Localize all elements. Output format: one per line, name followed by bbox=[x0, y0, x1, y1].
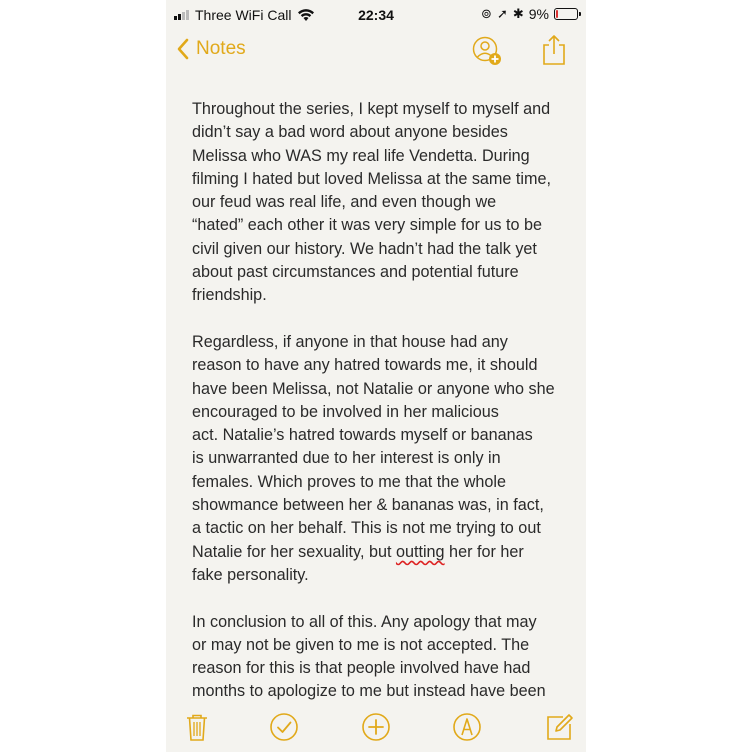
trash-icon bbox=[182, 712, 212, 742]
pen-circle-icon bbox=[452, 712, 482, 742]
battery-icon bbox=[554, 8, 578, 20]
note-line: Throughout the series, I kept myself to myself and bbox=[192, 100, 551, 118]
notes-app-screen bbox=[166, 0, 586, 752]
note-line: Melissa who WAS my real life Vendetta. During bbox=[192, 146, 530, 165]
navigation-bar bbox=[166, 30, 586, 74]
note-line: months to apologize to me but instead have been bbox=[192, 682, 546, 701]
compose-button[interactable] bbox=[544, 712, 574, 742]
plus-circle-icon bbox=[361, 712, 391, 742]
location-arrow-icon: ➚ bbox=[496, 6, 508, 21]
battery-percent: 9% bbox=[528, 6, 549, 22]
screen-lock-icon: ⊚ bbox=[481, 6, 492, 21]
checkmark-circle-icon bbox=[269, 712, 299, 742]
add-attachment-button[interactable] bbox=[361, 712, 391, 742]
status-right bbox=[481, 6, 578, 22]
note-line: or may not be given to me is not accepted. The bbox=[192, 635, 530, 654]
note-line: a tactic on her behalf. This is not me trying to out bbox=[192, 519, 541, 538]
note-line: didn’t say a bad word about anyone besides bbox=[192, 123, 508, 142]
note-line: about past circumstances and potential future bbox=[192, 263, 519, 282]
note-paragraph-1 bbox=[192, 98, 567, 308]
note-line: fake personality. bbox=[192, 565, 309, 584]
misspelled-word[interactable]: outting bbox=[395, 542, 445, 561]
bluetooth-icon: ✱ bbox=[512, 6, 524, 21]
share-icon[interactable] bbox=[541, 34, 567, 66]
note-line: reason for this is that people involved have had bbox=[192, 659, 531, 678]
note-text: Natalie for her sexuality, but bbox=[192, 542, 396, 561]
note-line: is unwarranted due to her interest is only in bbox=[192, 449, 501, 468]
note-body[interactable] bbox=[192, 98, 567, 727]
note-line: civil given our history. We hadn’t had the talk yet bbox=[192, 239, 537, 258]
note-line: encouraged to be involved in her malicious bbox=[192, 402, 499, 421]
note-line: reason to have any hatred towards me, it should bbox=[192, 356, 538, 375]
battery-fill bbox=[556, 10, 558, 18]
delete-button[interactable] bbox=[182, 712, 212, 742]
add-person-icon[interactable] bbox=[472, 36, 502, 66]
note-paragraph-2 bbox=[192, 331, 567, 587]
note-line: filming I hated but loved Melissa at the same time, bbox=[192, 169, 551, 188]
back-button[interactable] bbox=[176, 38, 246, 60]
note-paragraph-3 bbox=[192, 611, 567, 704]
note-line: our feud was real life, and even though we bbox=[192, 193, 497, 212]
note-line: showmance between her & bananas was, in fact, bbox=[192, 496, 544, 515]
status-bar bbox=[166, 0, 586, 30]
checklist-button[interactable] bbox=[269, 712, 299, 742]
status-time: 22:34 bbox=[358, 7, 394, 23]
chevron-left-icon bbox=[176, 38, 190, 60]
compose-icon bbox=[544, 712, 574, 742]
note-line: “hated” each other it was very simple for us to be bbox=[192, 216, 542, 235]
markup-button[interactable] bbox=[452, 712, 482, 742]
note-text: her for her bbox=[444, 542, 524, 561]
note-line: Regardless, if anyone in that house had any bbox=[192, 332, 508, 351]
note-line: friendship. bbox=[192, 286, 267, 305]
note-line: act. Natalie’s hatred towards myself or bananas bbox=[192, 426, 533, 445]
note-line: females. Which proves to me that the whole bbox=[192, 472, 507, 491]
bottom-toolbar bbox=[166, 706, 586, 752]
note-line: In conclusion to all of this. Any apology that may bbox=[192, 612, 537, 631]
carrier-label: Three WiFi Call bbox=[195, 7, 292, 23]
note-line bbox=[192, 541, 567, 564]
note-line: have been Melissa, not Natalie or anyone who she bbox=[192, 379, 555, 398]
back-button-label: Notes bbox=[196, 38, 246, 59]
